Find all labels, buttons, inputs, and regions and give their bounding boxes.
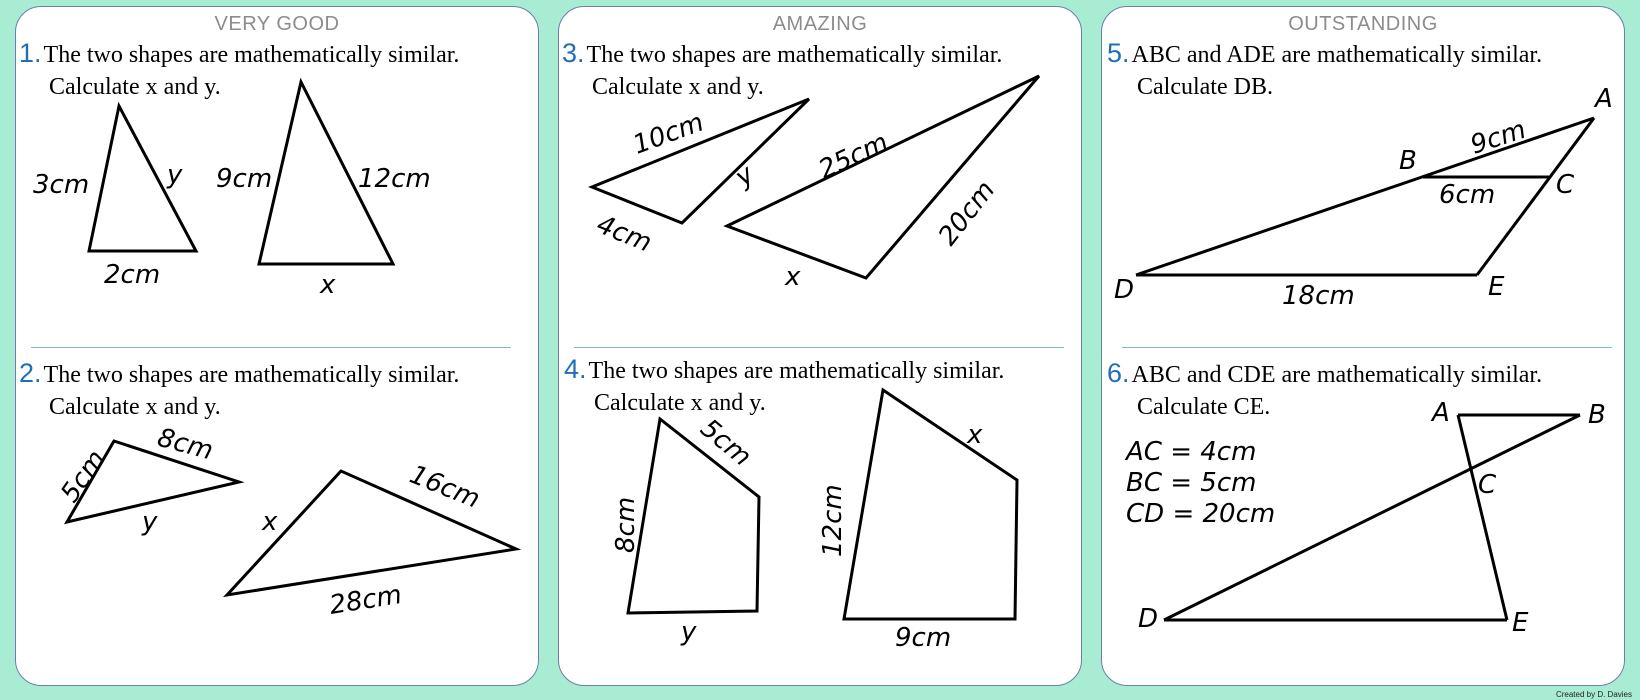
vertex-label: B xyxy=(1588,400,1606,430)
side-label: 5cm xyxy=(694,413,757,473)
question-instruction: Calculate x and y. xyxy=(592,74,764,100)
question-text: ABC and CDE are mathematically similar. xyxy=(1131,362,1543,388)
side-label: 18cm xyxy=(1282,281,1355,311)
side-label: 9cm xyxy=(1466,114,1530,161)
side-label: 28cm xyxy=(327,579,404,621)
panel-title: OUTSTANDING xyxy=(1288,13,1438,35)
side-label: 5cm xyxy=(55,444,112,509)
question-instruction: Calculate x and y. xyxy=(49,74,221,100)
line-a-e xyxy=(1458,415,1507,620)
side-label: 16cm xyxy=(405,459,485,515)
question-number: 6. xyxy=(1107,358,1130,388)
vertex-label: C xyxy=(1556,170,1575,200)
side-label: 6cm xyxy=(1439,180,1496,210)
side-label: 25cm xyxy=(814,127,893,186)
panel-title: VERY GOOD xyxy=(214,13,340,35)
given-cd: CD = 20cm xyxy=(1126,499,1276,529)
side-label: y xyxy=(681,617,697,647)
figure-q2 xyxy=(16,7,539,686)
line-b-d xyxy=(1164,415,1580,620)
vertex-label: E xyxy=(1512,608,1529,638)
question-number: 1. xyxy=(19,38,42,68)
question-number: 2. xyxy=(19,358,42,388)
large-quadrilateral xyxy=(844,390,1017,619)
question-text: The two shapes are mathematically similar. xyxy=(588,358,1005,384)
side-label: 9cm xyxy=(895,623,952,653)
question-instruction: Calculate x and y. xyxy=(49,394,221,420)
side-label: y xyxy=(729,159,760,193)
question-number: 3. xyxy=(562,38,585,68)
side-label: 10cm xyxy=(629,107,708,161)
vertex-label: B xyxy=(1399,146,1417,176)
given-bc: BC = 5cm xyxy=(1126,468,1257,498)
side-label: 3cm xyxy=(33,170,90,200)
side-label: y xyxy=(142,507,158,537)
side-label: x xyxy=(320,270,336,300)
vertex-label: C xyxy=(1478,470,1497,500)
question-text: The two shapes are mathematically similar. xyxy=(586,42,1003,68)
figure-q6 xyxy=(1102,7,1625,686)
vertex-label: D xyxy=(1114,275,1135,305)
question-instruction: Calculate DB. xyxy=(1137,74,1273,100)
question-instruction: Calculate x and y. xyxy=(594,390,766,416)
side-label: y xyxy=(167,160,183,190)
panel-amazing xyxy=(558,6,1082,686)
side-label: x xyxy=(262,507,278,537)
question-text: The two shapes are mathematically similar. xyxy=(43,42,460,68)
vertex-label: D xyxy=(1138,604,1159,634)
question-number: 5. xyxy=(1107,38,1130,68)
question-text: ABC and ADE are mathematically similar. xyxy=(1131,42,1543,68)
question-instruction: Calculate CE. xyxy=(1137,394,1271,420)
panel-very-good xyxy=(15,6,539,686)
given-ac: AC = 4cm xyxy=(1126,437,1257,467)
side-label: x xyxy=(785,262,801,292)
side-label: 9cm xyxy=(216,164,273,194)
side-label: 8cm xyxy=(154,422,217,467)
question-text: The two shapes are mathematically similar. xyxy=(43,362,460,388)
panel-outstanding xyxy=(1101,6,1625,686)
question-number: 4. xyxy=(564,354,587,384)
side-label: 2cm xyxy=(104,260,161,290)
side-label: 8cm xyxy=(611,496,641,553)
vertex-label: A xyxy=(1595,84,1613,114)
side-label: 4cm xyxy=(592,209,656,259)
vertex-label: E xyxy=(1488,272,1505,302)
side-label: 12cm xyxy=(358,164,431,194)
side-label: 20cm xyxy=(932,175,1002,252)
vertex-label: A xyxy=(1432,398,1450,428)
panel-title: AMAZING xyxy=(772,13,868,35)
credit: Created by D. Davies xyxy=(1555,690,1632,699)
side-label: 12cm xyxy=(818,484,848,557)
side-label: x xyxy=(967,420,983,450)
figure-q4 xyxy=(559,7,1082,686)
